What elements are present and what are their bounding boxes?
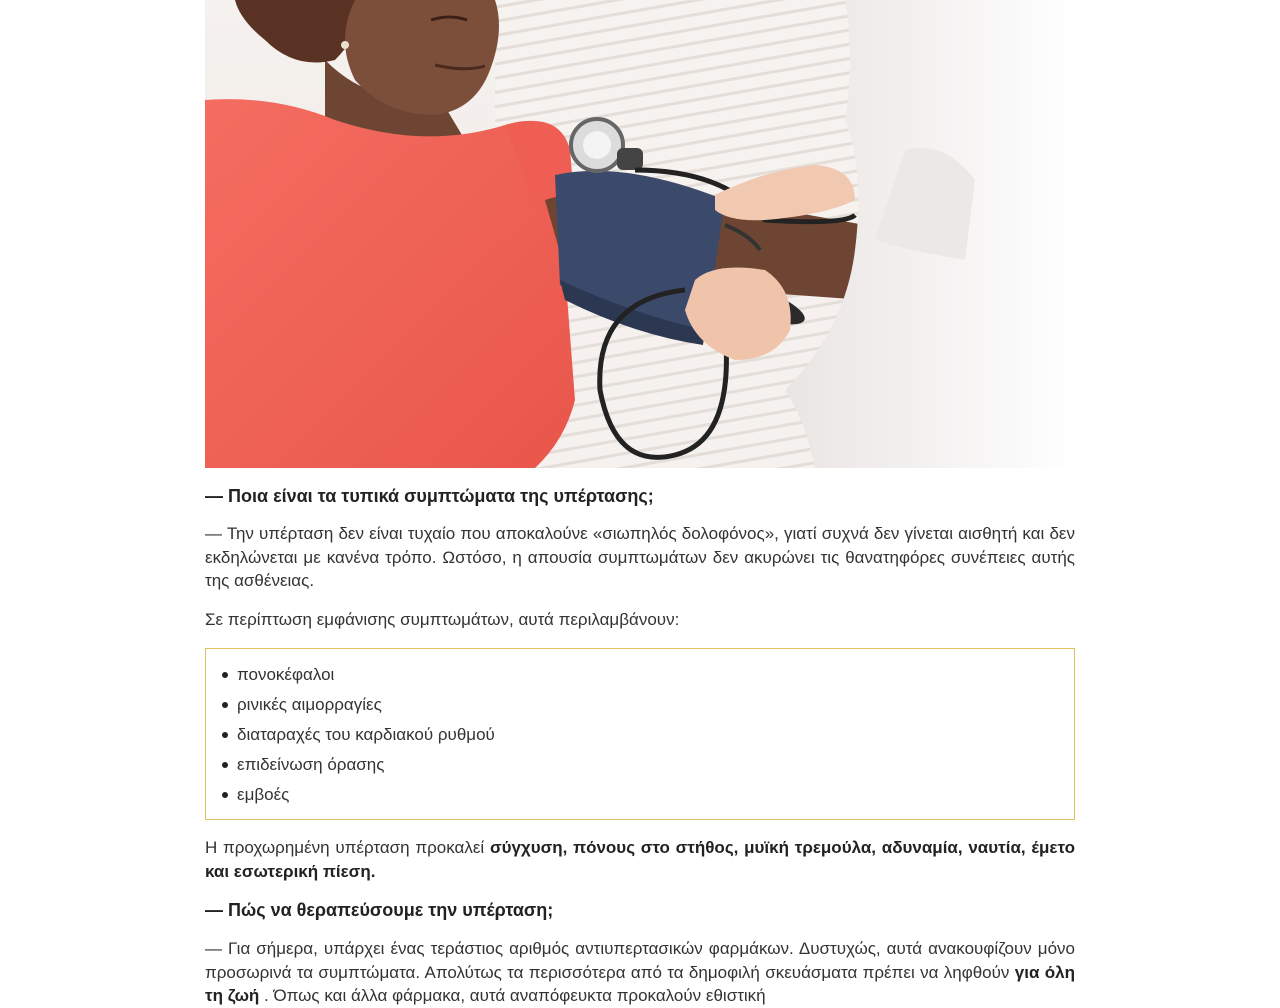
list-item: διαταραχές του καρδιακού ρυθμού [237,720,1074,750]
list-item: επιδείνωση όρασης [237,750,1074,780]
advanced-prefix-text: Η προχωρημένη υπέρταση προκαλεί [205,838,490,857]
treatment-paragraph [205,937,1075,1008]
advanced-symptoms-bold: σύγχυση, πόνους στο στήθος, μυϊκή τρεμούλα, αδυναμία, ναυτία, έμετο και εσωτερική πίεση. [205,838,1075,881]
symptoms-heading: — Ποια είναι τα τυπικά συμπτώματα της υπέρτασης; [205,486,654,506]
symptoms-list-box [205,648,1075,820]
treatment-text-part1: — Για σήμερα, υπάρχει ένας τεράστιος αριθμός αντιυπερτασικών φαρμάκων. Δυστυχώς, αυτά ανακουφίζουν μόνο προσωρινά τα συμπτώματα. Απολύτως τα περισσότερα από τα δημοφιλή σκευάσματα πρέπει να ληφθούν [205,939,1075,982]
symptoms-list [206,660,1074,810]
lifelong-bold-text: για όλη τη ζωή [205,962,1075,1005]
treatment-heading: — Πώς να θεραπεύσουμε την υπέρταση; [205,900,554,920]
list-item: ρινικές αιμορραγίες [237,690,1074,720]
blood-pressure-photo-icon [205,0,1075,468]
list-item: πονοκέφαλοι [237,660,1074,690]
treatment-text-part2: . Όπως και άλλα φάρμακα, αυτά αναπόφευκτα προκαλούν εθιστική [259,986,766,1005]
symptoms-intro-paragraph: — Την υπέρταση δεν είναι τυχαίο που αποκαλούνε «σιωπηλός δολοφόνος», γιατί συχνά δεν γίνεται αισθητή και δεν εκδηλώνεται με κανένα τρόπο. Ωστόσο, η απουσία συμπτωμάτων δεν ακυρώνει τις θανατηφόρες συνέπειες αυτής της ασθένειας. [205,524,1075,590]
symptoms-lead-paragraph: Σε περίπτωση εμφάνισης συμπτωμάτων, αυτά περιλαμβάνουν: [205,609,680,629]
article-hero-image [205,0,1075,468]
list-item: εμβοές [237,780,1074,810]
article-content [205,0,1075,1008]
advanced-hypertension-paragraph [205,836,1075,883]
